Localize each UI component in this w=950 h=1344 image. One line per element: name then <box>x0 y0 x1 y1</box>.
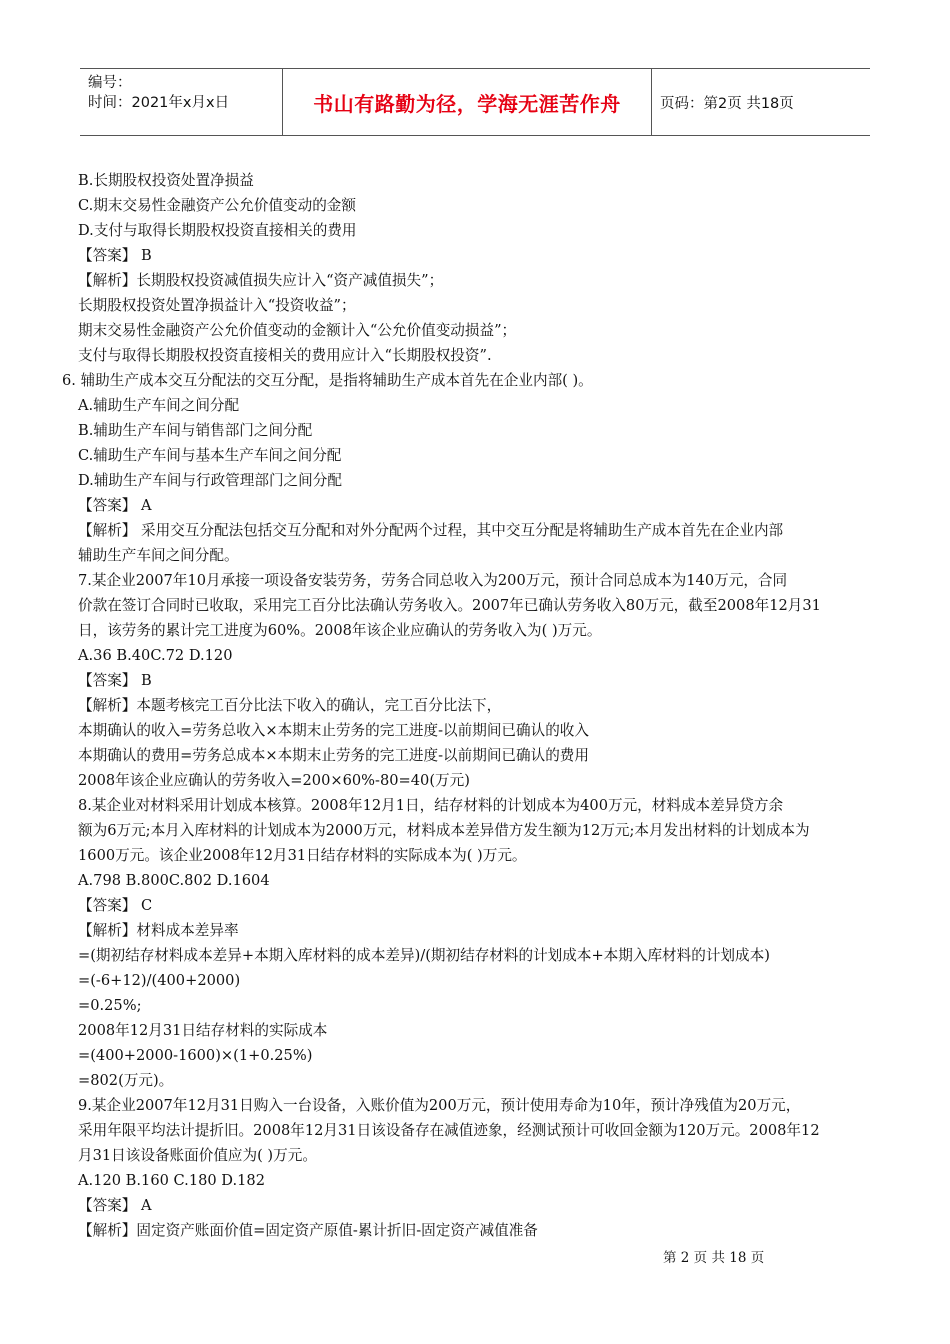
header-page-info: 页码：第2页 共18页 <box>660 95 794 112</box>
question-line: 6. 辅助生产成本交互分配法的交互分配，是指将辅助生产成本首先在企业内部( )。 <box>62 372 593 389</box>
answer-line: 【答案】 B <box>78 247 152 264</box>
option-line: D.辅助生产车间与行政管理部门之间分配 <box>78 472 342 489</box>
text-line: 本期确认的费用=劳务总成本×本期末止劳务的完工进度-以前期间已确认的费用 <box>78 747 589 764</box>
analysis-line: 【解析】材料成本差异率 <box>78 922 239 939</box>
text-line: 期末交易性金融资产公允价值变动的金额计入“公允价值变动损益”； <box>78 322 517 339</box>
text-line: 支付与取得长期股权投资直接相关的费用应计入“长期股权投资”. <box>78 347 492 364</box>
text-line: D.支付与取得长期股权投资直接相关的费用 <box>78 222 357 239</box>
question-line: 采用年限平均法计提折旧。2008年12月31日该设备存在减值迹象，经测试预计可收回金额为120万元。2008年12 <box>78 1122 820 1139</box>
formula-line: =0.25%; <box>78 997 142 1014</box>
page-footer: 第 2 页 共 18 页 <box>663 1250 765 1266</box>
answer-line: 【答案】 A <box>78 1197 152 1214</box>
page-header <box>80 68 870 136</box>
formula-line: =(-6+12)/(400+2000) <box>78 972 241 989</box>
question-line: 月31日该设备账面价值应为( )万元。 <box>78 1147 317 1164</box>
analysis-line: 【解析】 采用交互分配法包括交互分配和对外分配两个过程，其中交互分配是将辅助生产成本首先在企业内部 <box>78 522 784 539</box>
question-line: 日，该劳务的累计完工进度为60%。2008年该企业应确认的劳务收入为( )万元。 <box>78 622 602 639</box>
option-line: A.辅助生产车间之间分配 <box>78 397 240 414</box>
formula-line: =(400+2000-1600)×(1+0.25%) <box>78 1047 313 1064</box>
analysis-line: 【解析】本题考核完工百分比法下收入的确认，完工百分比法下， <box>78 697 502 714</box>
document-number: 编号： <box>88 75 132 91</box>
analysis-line: 【解析】长期股权投资减值损失应计入“资产减值损失”； <box>78 272 444 289</box>
text-line: 本期确认的收入=劳务总收入×本期末止劳务的完工进度-以前期间已确认的收入 <box>78 722 589 739</box>
text-line: B.长期股权投资处置净损益 <box>78 172 254 189</box>
answer-line: 【答案】 B <box>78 672 152 689</box>
question-line: 8.某企业对材料采用计划成本核算。2008年12月1日，结存材料的计划成本为400万元，材料成本差异贷方余 <box>78 797 784 814</box>
text-line: 2008年12月31日结存材料的实际成本 <box>78 1022 328 1039</box>
option-line: A.120 B.160 C.180 D.182 <box>78 1172 265 1189</box>
option-line: B.辅助生产车间与销售部门之间分配 <box>78 422 313 439</box>
question-line: 价款在签订合同时已收取，采用完工百分比法确认劳务收入。2007年已确认劳务收入80万元，截至2008年12月31 <box>78 597 821 614</box>
text-line: C.期末交易性金融资产公允价值变动的金额 <box>78 197 356 214</box>
question-line: 9.某企业2007年12月31日购入一台设备，入账价值为200万元，预计使用寿命为10年，预计净残值为20万元， <box>78 1097 801 1114</box>
analysis-line: 【解析】固定资产账面价值=固定资产原值-累计折旧-固定资产减值准备 <box>78 1222 538 1239</box>
document-body <box>62 168 914 1243</box>
header-motto: 书山有路勤为径，学海无涯苦作舟 <box>282 69 652 135</box>
formula-line: =(期初结存材料成本差异+本期入库材料的成本差异)/(期初结存材料的计划成本+本期入库材料的计划成本) <box>78 947 770 964</box>
answer-line: 【答案】 A <box>78 497 152 514</box>
document-time: 时间：2021年x月x日 <box>88 95 230 111</box>
text-line: 辅助生产车间之间分配。 <box>78 547 239 564</box>
formula-line: =802(万元)。 <box>78 1072 174 1089</box>
option-line: A.36 B.40C.72 D.120 <box>78 647 233 664</box>
text-line: 长期股权投资处置净损益计入“投资收益”； <box>78 297 356 314</box>
question-line: 1600万元。该企业2008年12月31日结存材料的实际成本为( )万元。 <box>78 847 527 864</box>
question-line: 额为6万元;本月入库材料的计划成本为2000万元，材料成本差异借方发生额为12万元;本月发出材料的计划成本为 <box>78 822 810 839</box>
option-line: C.辅助生产车间与基本生产车间之间分配 <box>78 447 342 464</box>
option-line: A.798 B.800C.802 D.1604 <box>78 872 270 889</box>
question-line: 7.某企业2007年10月承接一项设备安装劳务，劳务合同总收入为200万元，预计合同总成本为140万元，合同 <box>78 572 788 589</box>
header-meta <box>80 69 282 135</box>
answer-line: 【答案】 C <box>78 897 153 914</box>
text-line: 2008年该企业应确认的劳务收入=200×60%-80=40(万元) <box>78 772 470 789</box>
